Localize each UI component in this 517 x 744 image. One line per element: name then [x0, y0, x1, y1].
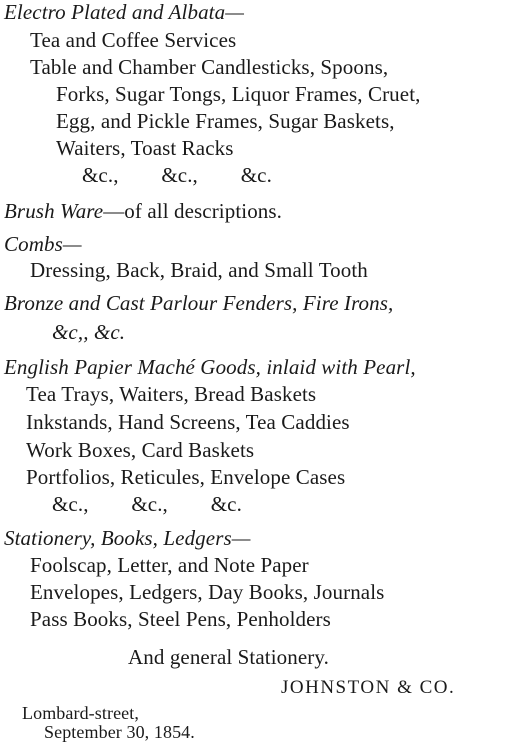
list-line: Egg, and Pickle Frames, Sugar Baskets, — [56, 109, 395, 133]
list-line: Forks, Sugar Tongs, Liquor Frames, Cruet, — [56, 82, 421, 106]
date: September 30, 1854. — [44, 722, 195, 742]
closing-line: And general Stationery. — [128, 645, 329, 669]
list-line: Foolscap, Letter, and Note Paper — [30, 553, 309, 577]
list-line: Waiters, Toast Racks — [56, 136, 234, 160]
location: Lombard-street, — [22, 703, 139, 723]
list-line: Tea and Coffee Services — [30, 28, 237, 52]
brush-ware-italic: Brush Ware — [4, 199, 104, 223]
brush-ware-rest: —of all descriptions. — [103, 199, 283, 223]
etcetera-line: &c,, &c. — [52, 320, 126, 344]
list-line: Portfolios, Reticules, Envelope Cases — [26, 465, 346, 489]
signature: JOHNSTON & CO. — [281, 677, 456, 698]
etcetera-line: &c., &c., &c. — [52, 492, 242, 516]
section-heading-electro-plated: Electro Plated and Albata— — [4, 0, 244, 24]
section-heading-bronze: Bronze and Cast Parlour Fenders, Fire Irons, — [4, 291, 394, 315]
section-heading-papier-mache: English Papier Maché Goods, inlaid with Pearl, — [4, 355, 416, 379]
list-line: Envelopes, Ledgers, Day Books, Journals — [30, 580, 385, 604]
section-heading-brush-ware — [4, 199, 282, 223]
section-heading-stationery: Stationery, Books, Ledgers— — [4, 526, 251, 550]
list-line: Tea Trays, Waiters, Bread Baskets — [26, 382, 317, 406]
section-heading-combs: Combs— — [4, 232, 82, 256]
list-line: Table and Chamber Candlesticks, Spoons, — [30, 55, 389, 79]
list-line: Dressing, Back, Braid, and Small Tooth — [30, 258, 368, 282]
list-line: Pass Books, Steel Pens, Penholders — [30, 607, 331, 631]
etcetera-line: &c., &c., &c. — [82, 163, 272, 187]
list-line: Work Boxes, Card Baskets — [26, 438, 255, 462]
list-line: Inkstands, Hand Screens, Tea Caddies — [26, 410, 350, 434]
